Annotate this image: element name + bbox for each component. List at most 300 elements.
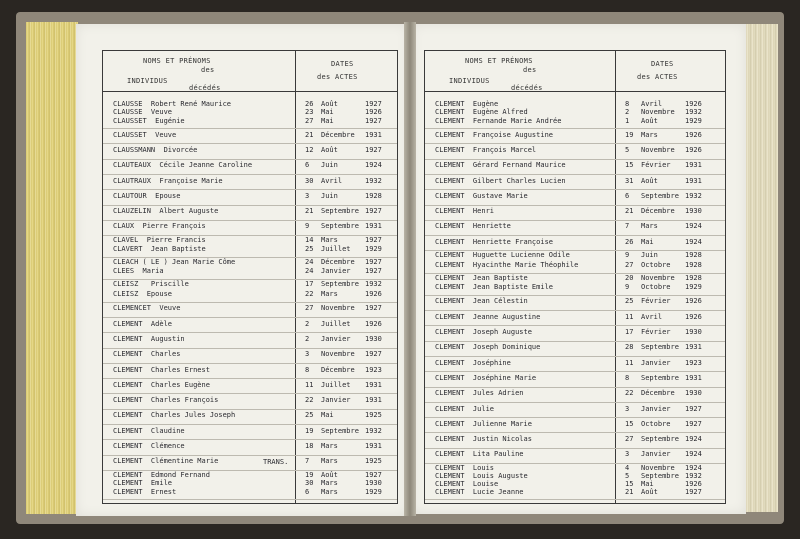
entry-name: CLEMENT François Marcel	[435, 146, 537, 154]
row-rule	[103, 499, 397, 500]
entry-month: Septembre	[641, 373, 679, 382]
entry-month: Septembre	[641, 191, 679, 200]
entry-name: CLEMENT Lucie Jeanne	[435, 488, 524, 496]
entry-year: 1931	[365, 441, 382, 450]
entry-month: Juin	[641, 251, 658, 260]
entry-year: 1925	[365, 411, 382, 420]
entry-day: 30	[305, 176, 314, 185]
entry-month: Décembre	[641, 207, 675, 216]
entry-day: 11	[305, 380, 314, 389]
entry-day: 4	[625, 464, 630, 473]
row-rule	[425, 174, 725, 175]
entry-year: 1932	[365, 280, 382, 289]
entry-name: CLEMENT Jules Adrien	[435, 389, 524, 398]
entry-day: 2	[305, 334, 310, 343]
row-rule	[425, 310, 725, 311]
entry-year: 1924	[685, 464, 702, 473]
row-rule	[425, 235, 725, 236]
entry-year: 1929	[365, 487, 382, 496]
entry-month: Août	[641, 488, 658, 496]
entry-day: 20	[625, 273, 634, 282]
row-rule	[103, 159, 397, 160]
entry-name: CLEMENT Henriette Françoise	[435, 237, 554, 246]
row-rule	[425, 356, 725, 357]
entry-month: Juillet	[321, 245, 351, 254]
entry-year: 1923	[365, 365, 382, 374]
right-column-divider	[615, 51, 616, 503]
entry-month: Septembre	[641, 343, 679, 352]
right-header-actes: des ACTES	[637, 73, 678, 81]
left-page	[76, 24, 408, 516]
row-rule	[425, 295, 725, 296]
entry-name: CLEISZ Priscille	[113, 280, 189, 289]
entry-year: 1927	[365, 350, 382, 359]
entry-day: 28	[625, 343, 634, 352]
entry-month: Avril	[321, 176, 343, 185]
entry-name: CLAUTRAUX Françoise Marie	[113, 176, 223, 185]
entry-day: 26	[305, 100, 314, 108]
entry-month: Janvier	[641, 358, 671, 367]
entry-name: CLEMENT Ernest	[113, 487, 177, 496]
entry-year: 1924	[685, 435, 702, 444]
entry-day: 1	[625, 116, 630, 125]
entry-month: Octobre	[641, 419, 671, 428]
entry-month: Novembre	[321, 350, 355, 359]
entry-year: 1924	[685, 222, 702, 231]
entry-name: CLEMENT Emile	[113, 479, 173, 488]
entry-day: 9	[625, 282, 630, 291]
entry-name: CLEMENT Jean Célestin	[435, 297, 528, 306]
entry-name: CLAUSSET Eugénie	[113, 116, 185, 125]
entry-day: 31	[625, 176, 634, 185]
entry-year: 1929	[365, 245, 382, 254]
right-table-frame	[424, 50, 726, 504]
entry-year: 1927	[365, 304, 382, 313]
entry-month: Octobre	[641, 282, 671, 291]
entry-month: Novembre	[641, 464, 675, 473]
entry-name: CLAUSSET Veuve	[113, 130, 177, 139]
left-column-divider	[295, 51, 296, 503]
entry-year: 1926	[685, 312, 702, 321]
entry-name: CLEMENT Joseph Dominique	[435, 343, 541, 352]
entry-year: 1927	[365, 236, 382, 245]
entry-note: TRANS.	[263, 458, 289, 467]
entry-name: CLEMENT Justin Nicolas	[435, 435, 532, 444]
entry-month: Mars	[641, 222, 658, 231]
entry-name: CLEMENT Gérard Fernand Maurice	[435, 161, 566, 170]
entry-name: CLEMENT Fernande Marie Andrée	[435, 116, 562, 125]
entry-month: Août	[321, 470, 338, 479]
entry-month: Septembre	[321, 222, 359, 231]
entry-year: 1926	[685, 480, 702, 489]
entry-name: CLEMENT Charles François	[113, 396, 219, 405]
book-gutter	[404, 22, 416, 516]
entry-year: 1928	[685, 260, 702, 269]
entry-day: 15	[625, 419, 634, 428]
entry-month: Janvier	[641, 404, 671, 413]
entry-month: Octobre	[641, 260, 671, 269]
entry-month: Mai	[321, 108, 334, 117]
entry-day: 19	[625, 130, 634, 139]
entry-year: 1929	[685, 116, 702, 125]
row-rule	[103, 302, 397, 303]
entry-year: 1928	[365, 191, 382, 200]
entry-name: CLEMENT Louis Auguste	[435, 472, 528, 481]
entry-year: 1930	[685, 328, 702, 337]
entry-name: CLEMENT Claudine	[113, 426, 185, 435]
entry-day: 8	[305, 365, 310, 374]
entry-year: 1928	[685, 273, 702, 282]
right-page	[412, 24, 746, 514]
entry-year: 1924	[685, 237, 702, 246]
entry-name: CLEMENT Gilbert Charles Lucien	[435, 176, 566, 185]
entry-name: CLAUSSE Veuve	[113, 108, 173, 117]
row-rule	[103, 205, 397, 206]
right-header-des: des	[523, 66, 537, 74]
entry-month: Avril	[641, 312, 663, 321]
entry-month: Août	[321, 146, 338, 154]
entry-day: 25	[305, 411, 314, 420]
row-rule	[425, 417, 725, 418]
row-rule	[103, 439, 397, 440]
entry-year: 1932	[365, 176, 382, 185]
entry-day: 27	[305, 304, 314, 313]
entry-day: 22	[305, 289, 314, 298]
entry-month: Mars	[321, 487, 338, 496]
row-rule	[103, 332, 397, 333]
row-rule	[103, 409, 397, 410]
row-rule	[103, 348, 397, 349]
entry-day: 21	[305, 207, 314, 216]
right-header-dates: DATES	[651, 60, 674, 68]
entry-month: Décembre	[321, 130, 355, 139]
row-rule	[425, 371, 725, 372]
entry-day: 8	[625, 373, 630, 382]
entry-day: 7	[625, 222, 630, 231]
entry-month: Août	[641, 176, 658, 185]
left-header-rule	[103, 91, 397, 92]
entry-day: 11	[625, 358, 634, 367]
entry-month: Septembre	[641, 472, 679, 481]
entry-year: 1930	[365, 334, 382, 343]
entry-year: 1926	[685, 146, 702, 154]
row-rule	[103, 174, 397, 175]
entry-year: 1932	[365, 426, 382, 435]
entry-month: Septembre	[321, 426, 359, 435]
entry-name: CLAUSSMANN Divorcée	[113, 146, 198, 154]
row-rule	[425, 220, 725, 221]
entry-month: Janvier	[641, 450, 671, 459]
entry-year: 1927	[365, 267, 382, 276]
entry-day: 3	[305, 191, 310, 200]
entry-year: 1931	[685, 176, 702, 185]
entry-day: 27	[625, 435, 634, 444]
page-edges-right	[744, 24, 778, 512]
entry-name: CLEMENT Charles Eugène	[113, 380, 210, 389]
entry-name: CLEISZ Epouse	[113, 289, 173, 298]
left-header-des: des	[201, 66, 215, 74]
entry-day: 2	[305, 319, 310, 328]
entry-name: CLEMENT Adèle	[113, 319, 173, 328]
entry-name: CLAVEL Pierre Francis	[113, 236, 206, 245]
entry-name: CLEMENT Julienne Marie	[435, 419, 532, 428]
entry-day: 12	[305, 146, 314, 154]
left-header-names: NOMS ET PRÉNOMS	[143, 57, 211, 65]
entry-month: Janvier	[321, 267, 351, 276]
entry-year: 1932	[685, 108, 702, 117]
left-header-individus: INDIVIDUS	[127, 77, 168, 85]
entry-day: 24	[305, 258, 314, 267]
entry-year: 1926	[365, 289, 382, 298]
entry-day: 15	[625, 161, 634, 170]
entry-month: Décembre	[321, 258, 355, 267]
entry-day: 3	[625, 450, 630, 459]
entry-year: 1930	[685, 207, 702, 216]
left-header-actes: des ACTES	[317, 73, 358, 81]
entry-month: Février	[641, 328, 671, 337]
row-rule	[103, 363, 397, 364]
entry-name: CLEMENT Joseph Auguste	[435, 328, 532, 337]
entry-month: Juin	[321, 191, 338, 200]
entry-year: 1931	[365, 396, 382, 405]
entry-month: Novembre	[641, 273, 675, 282]
left-table-frame	[102, 50, 398, 504]
entry-year: 1923	[685, 358, 702, 367]
entry-day: 15	[625, 480, 634, 489]
row-rule	[103, 317, 397, 318]
entry-name: CLEMENT Eugène	[435, 100, 499, 108]
entry-year: 1926	[365, 319, 382, 328]
entry-name: CLEMENT Jean Baptiste	[435, 273, 528, 282]
entry-day: 9	[305, 222, 310, 231]
entry-month: Novembre	[641, 108, 675, 117]
entry-month: Février	[641, 297, 671, 306]
entry-name: CLEMENT Françoise Augustine	[435, 130, 554, 139]
entry-month: Décembre	[321, 365, 355, 374]
entry-year: 1927	[365, 470, 382, 479]
entry-day: 27	[305, 116, 314, 125]
entry-day: 6	[305, 161, 310, 170]
row-rule	[425, 128, 725, 129]
right-header-rule	[425, 91, 725, 92]
entry-year: 1927	[685, 404, 702, 413]
entry-month: Septembre	[321, 207, 359, 216]
entry-name: CLAUSSE Robert René Maurice	[113, 100, 232, 108]
entry-day: 2	[625, 108, 630, 117]
row-rule	[103, 128, 397, 129]
entry-month: Mars	[641, 130, 658, 139]
entry-month: Août	[321, 100, 338, 108]
row-rule	[103, 393, 397, 394]
entry-year: 1926	[365, 108, 382, 117]
entry-year: 1929	[685, 282, 702, 291]
entry-name: CLEMENT Charles Ernest	[113, 365, 210, 374]
entry-day: 21	[625, 488, 634, 496]
entry-year: 1930	[365, 479, 382, 488]
entry-month: Décembre	[641, 389, 675, 398]
row-rule	[425, 387, 725, 388]
entry-year: 1924	[685, 450, 702, 459]
entry-month: Juillet	[321, 380, 351, 389]
entry-day: 30	[305, 479, 314, 488]
entry-year: 1931	[365, 222, 382, 231]
entry-year: 1927	[685, 488, 702, 496]
entry-day: 6	[305, 487, 310, 496]
entry-day: 17	[625, 328, 634, 337]
entry-month: Mars	[321, 289, 338, 298]
entry-day: 5	[625, 146, 630, 154]
entry-day: 25	[625, 297, 634, 306]
entry-name: CLEMENCET Veuve	[113, 304, 181, 313]
entry-month: Avril	[641, 100, 663, 108]
entry-year: 1927	[365, 258, 382, 267]
entry-day: 23	[305, 108, 314, 117]
entry-name: CLEMENT Clémentine Marie	[113, 457, 219, 466]
entry-year: 1927	[365, 116, 382, 125]
page-edges-left	[26, 22, 78, 514]
entry-month: Novembre	[641, 146, 675, 154]
row-rule	[103, 424, 397, 425]
entry-month: Mai	[641, 237, 654, 246]
row-rule	[103, 143, 397, 144]
entry-year: 1931	[365, 380, 382, 389]
row-rule	[425, 159, 725, 160]
right-header-individus: INDIVIDUS	[449, 77, 490, 85]
entry-year: 1928	[685, 251, 702, 260]
entry-year: 1931	[685, 161, 702, 170]
entry-year: 1930	[685, 389, 702, 398]
entry-month: Mai	[321, 411, 334, 420]
row-rule	[103, 455, 397, 456]
entry-name: CLEES Maria	[113, 267, 164, 276]
entry-year: 1932	[685, 472, 702, 481]
entry-name: CLEMENT Henri	[435, 207, 495, 216]
entry-month: Mars	[321, 479, 338, 488]
entry-name: CLEMENT Hyacinthe Marie Théophile	[435, 260, 579, 269]
row-rule	[425, 432, 725, 433]
entry-name: CLEMENT Huguette Lucienne Odile	[435, 251, 570, 260]
entry-year: 1927	[685, 419, 702, 428]
entry-name: CLEMENT Edmond Fernand	[113, 470, 210, 479]
entry-name: CLEMENT Louis	[435, 464, 495, 473]
entry-day: 11	[625, 312, 634, 321]
entry-day: 3	[625, 404, 630, 413]
row-rule	[103, 220, 397, 221]
entry-name: CLEMENT Henriette	[435, 222, 511, 231]
entry-year: 1932	[685, 191, 702, 200]
entry-month: Mars	[321, 441, 338, 450]
entry-month: Août	[641, 116, 658, 125]
entry-name: CLEMENT Louise	[435, 480, 499, 489]
entry-name: CLEMENT Jean Baptiste Emile	[435, 282, 554, 291]
entry-day: 14	[305, 236, 314, 245]
entry-name: CLEACH ( LE ) Jean Marie Côme	[113, 258, 236, 267]
entry-year: 1924	[365, 161, 382, 170]
row-rule	[425, 325, 725, 326]
row-rule	[425, 402, 725, 403]
entry-name: CLAUZELIN Albert Auguste	[113, 207, 219, 216]
entry-day: 17	[305, 280, 314, 289]
entry-month: Novembre	[321, 304, 355, 313]
entry-day: 18	[305, 441, 314, 450]
entry-name: CLEMENT Jeanne Augustine	[435, 312, 541, 321]
entry-month: Février	[641, 161, 671, 170]
left-header-dates: DATES	[331, 60, 354, 68]
entry-year: 1927	[365, 100, 382, 108]
entry-name: CLEMENT Charles	[113, 350, 181, 359]
entry-name: CLEMENT Charles Jules Joseph	[113, 411, 236, 420]
entry-month: Mars	[321, 457, 338, 466]
entry-year: 1927	[365, 207, 382, 216]
entry-year: 1931	[365, 130, 382, 139]
entry-name: CLAUTEAUX Cécile Jeanne Caroline	[113, 161, 253, 170]
entry-name: CLEMENT Eugène Alfred	[435, 108, 528, 117]
entry-day: 27	[625, 260, 634, 269]
entry-month: Mars	[321, 236, 338, 245]
entry-day: 26	[625, 237, 634, 246]
entry-name: CLEMENT Clémence	[113, 441, 185, 450]
entry-day: 6	[625, 191, 630, 200]
entry-name: CLAUTOUR Epouse	[113, 191, 181, 200]
entry-month: Janvier	[321, 334, 351, 343]
entry-day: 24	[305, 267, 314, 276]
right-header-names: NOMS ET PRÉNOMS	[465, 57, 533, 65]
entry-month: Mai	[321, 116, 334, 125]
entry-day: 22	[625, 389, 634, 398]
right-header-decedes: décédés	[511, 84, 543, 92]
row-rule	[425, 189, 725, 190]
entry-month: Juin	[321, 161, 338, 170]
entry-year: 1925	[365, 457, 382, 466]
entry-name: CLAUX Pierre François	[113, 222, 206, 231]
entry-name: CLEMENT Joséphine	[435, 358, 511, 367]
entry-month: Janvier	[321, 396, 351, 405]
entry-day: 21	[625, 207, 634, 216]
entry-month: Septembre	[321, 280, 359, 289]
entry-name: CLEMENT Joséphine Marie	[435, 373, 537, 382]
entry-day: 3	[305, 350, 310, 359]
left-header-decedes: décédés	[189, 84, 221, 92]
entry-day: 22	[305, 396, 314, 405]
entry-day: 25	[305, 245, 314, 254]
entry-day: 19	[305, 426, 314, 435]
entry-day: 19	[305, 470, 314, 479]
row-rule	[425, 341, 725, 342]
entry-year: 1931	[685, 373, 702, 382]
entry-name: CLEMENT Gustave Marie	[435, 191, 528, 200]
entry-name: CLEMENT Lita Pauline	[435, 450, 524, 459]
entry-day: 21	[305, 130, 314, 139]
entry-year: 1927	[365, 146, 382, 154]
row-rule	[425, 499, 725, 500]
row-rule	[103, 189, 397, 190]
entry-month: Juillet	[321, 319, 351, 328]
entry-day: 5	[625, 472, 630, 481]
row-rule	[425, 143, 725, 144]
row-rule	[425, 205, 725, 206]
entry-name: CLEMENT Julie	[435, 404, 495, 413]
entry-day: 9	[625, 251, 630, 260]
entry-name: CLAVERT Jean Baptiste	[113, 245, 206, 254]
entry-month: Septembre	[641, 435, 679, 444]
entry-year: 1926	[685, 297, 702, 306]
entry-year: 1931	[685, 343, 702, 352]
row-rule	[103, 378, 397, 379]
entry-year: 1926	[685, 100, 702, 108]
entry-year: 1926	[685, 130, 702, 139]
row-rule	[425, 448, 725, 449]
entry-day: 8	[625, 100, 630, 108]
